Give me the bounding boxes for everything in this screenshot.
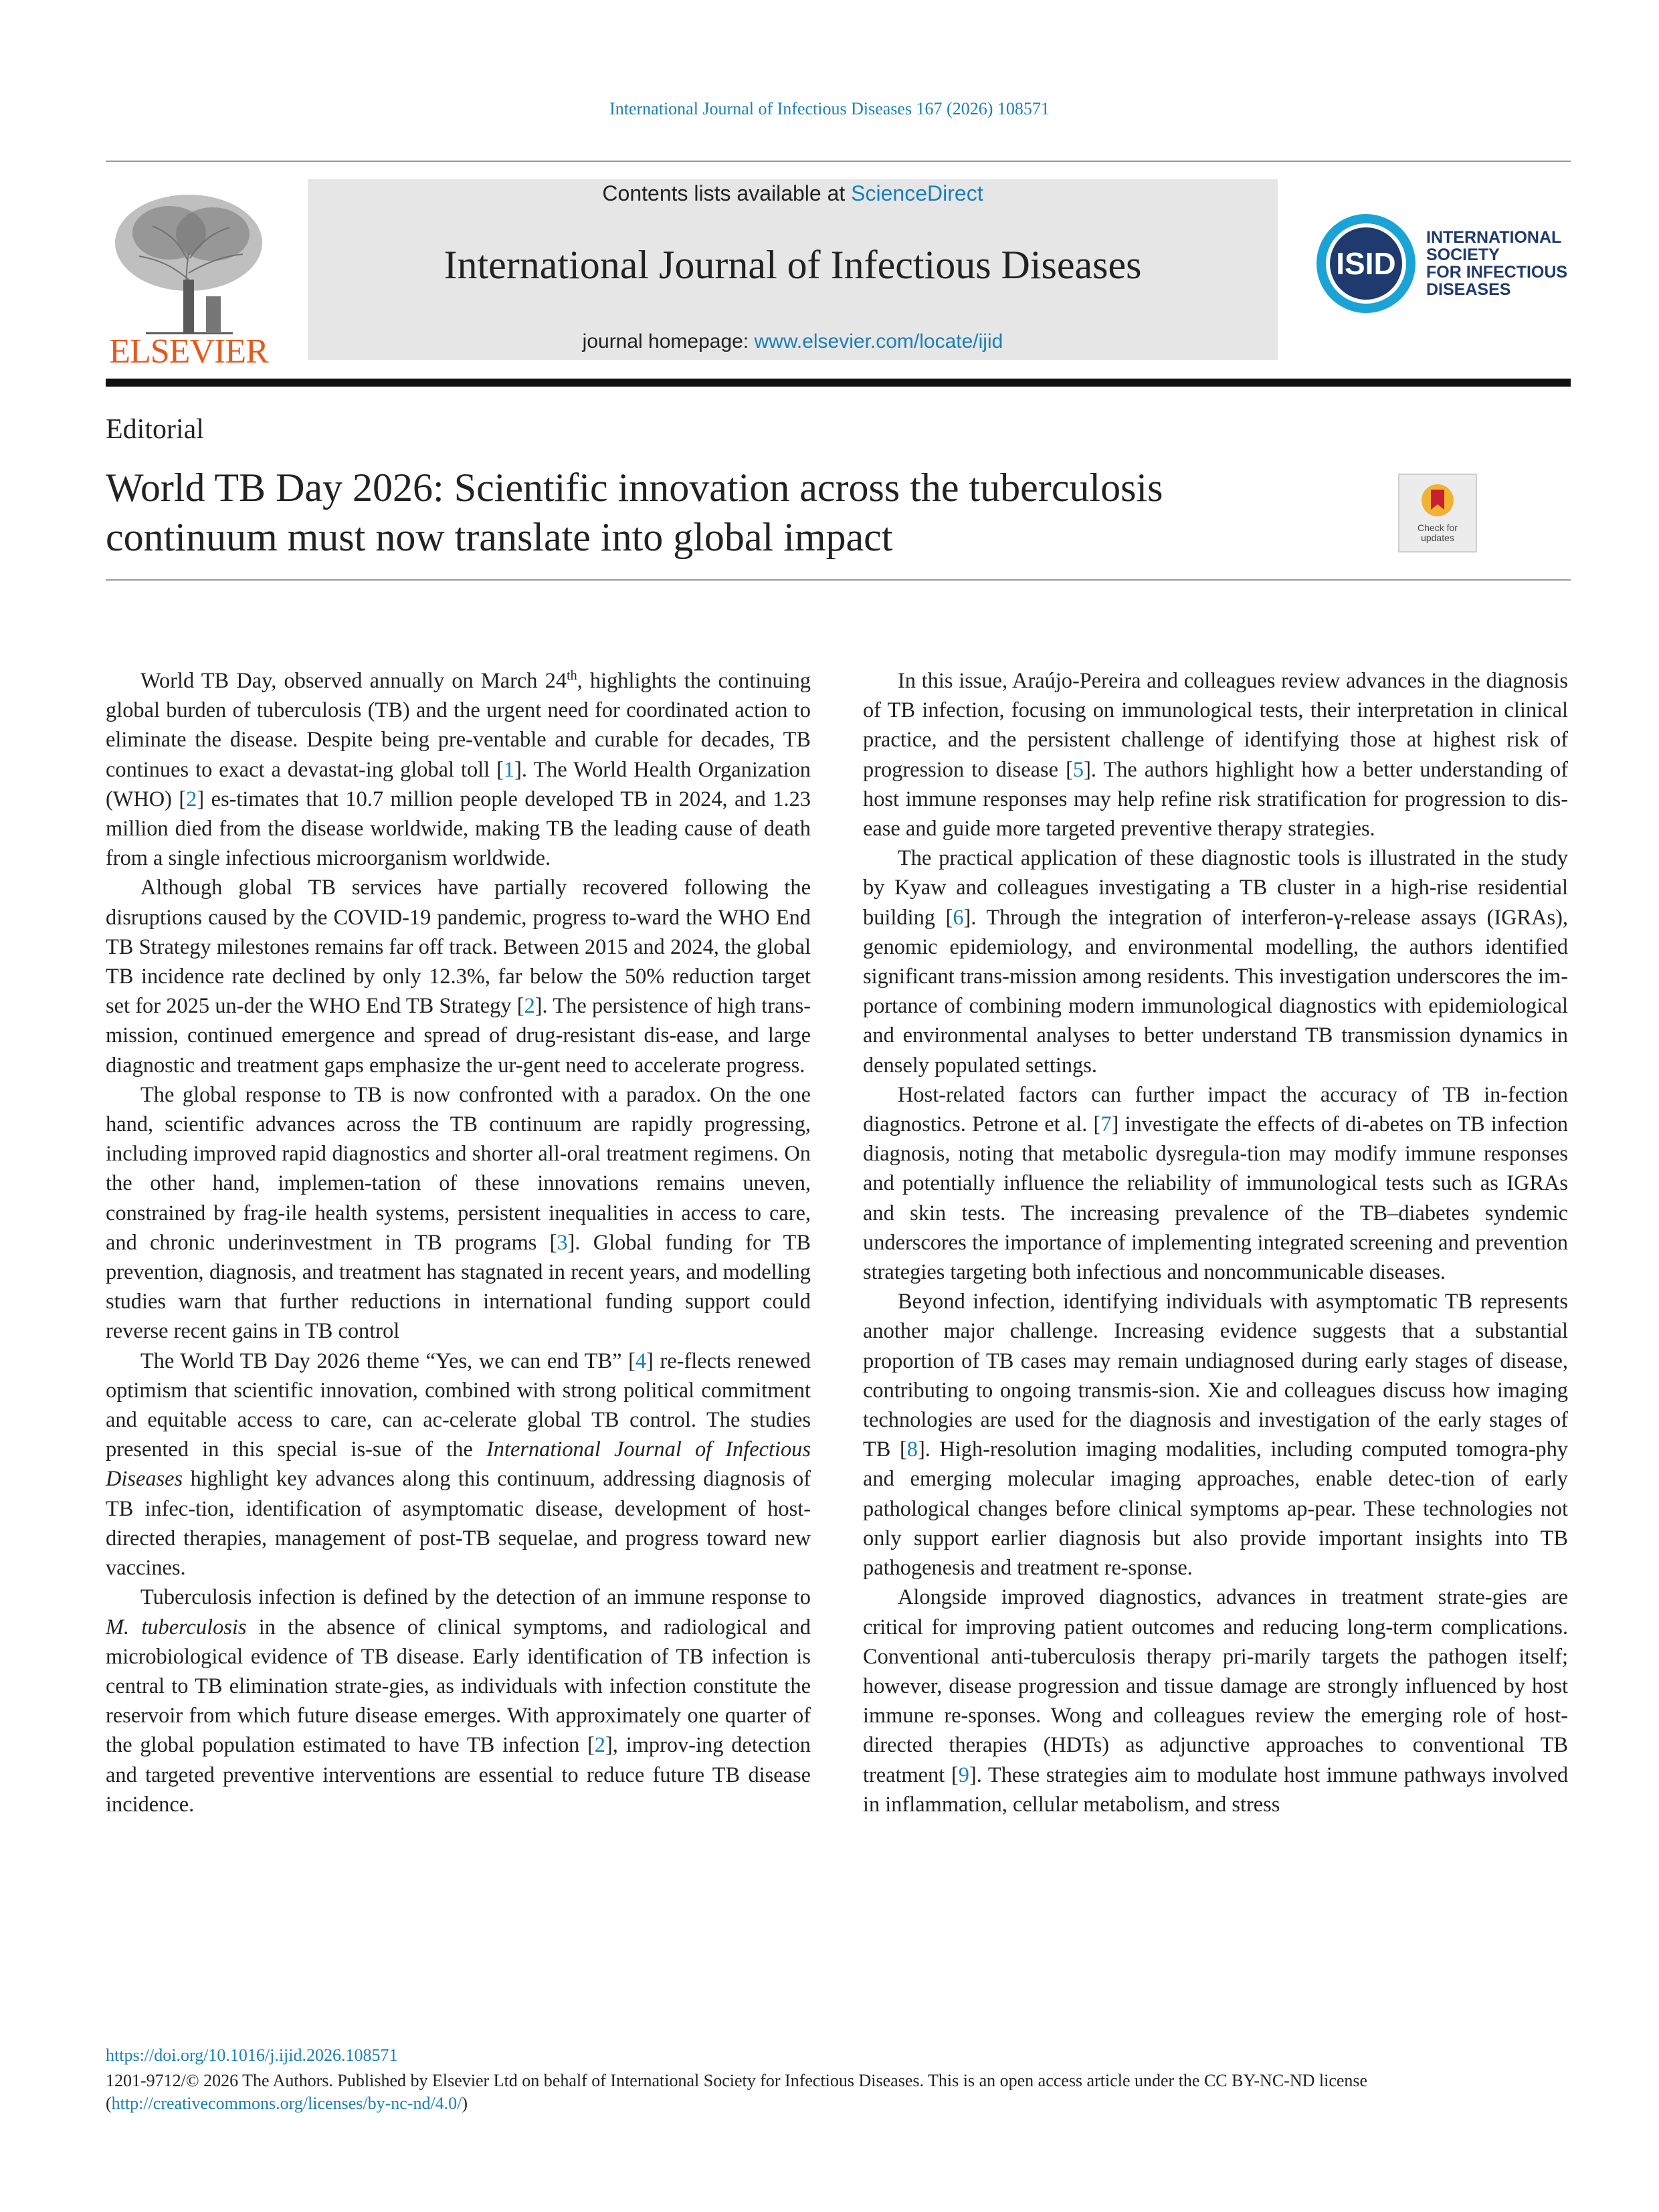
reference-link[interactable]: 2	[524, 994, 535, 1019]
isid-line: FOR INFECTIOUS	[1426, 263, 1568, 282]
homepage-prefix: journal homepage:	[582, 330, 755, 353]
paragraph: In this issue, Araújo-Pereira and colleagues review advances in the diagnosis of TB infection, focusing on immunological tests, their interpretation in clinical practice, and the persistent challenge of identifying those at highest risk of progression to disease [5]. The authors highlight how a better understanding of host immune responses may help refine risk stratification for progression to dis-ease and guide more targeted preventive therapy strategies.	[863, 669, 1568, 841]
paragraph: Although global TB services have partially recovered following the disruptions caused by the COVID-19 pandemic, progress to-ward the WHO End TB Strategy milestones remains far off track. Between 2015 and 2024, the global TB incidence rate declined by only 12.3%, far below the 50% reduction target set for 2025 un-der the WHO End TB Strategy [2]. The persistence of high trans-mission, continued emergence and spread of drug-resistant dis-ease, and large diagnostic and treatment gaps emphasize the ur-gent need to accelerate progress.	[106, 876, 811, 1078]
reference-link[interactable]: 7	[1100, 1112, 1112, 1137]
paragraph: Tuberculosis infection is defined by the detection of an immune response to M. tuberculosis in the absence of clinical symptoms, and radiological and microbiological evidence of TB disease. Early identification of TB infection is central to TB elimination strate-gies, as individuals with infection constitute the reservoir from which future disease emerges. With approximately one quarter of the global population estimated to have TB infection [2], improv-ing detection and targeted preventive interventions are essential to reduce future TB disease incidence.	[106, 1585, 811, 1817]
title-line: World TB Day 2026: Scientific innovation across the tuberculosis	[106, 466, 1163, 510]
journal-name: International Journal of Infectious Diseases	[444, 243, 1142, 287]
paragraph: The World TB Day 2026 theme “Yes, we can end TB” [4] re-flects renewed optimism that scientific innovation, combined with strong political commitment and equitable access to care, can ac-celerate global TB control. The studies presented in this special is-sue of the International Journal of Infectious Diseases highlight key advances along this continuum, addressing diagnosis of TB infec-tion, identification of asymptomatic disease, development of host-directed therapies, management of post-TB sequelae, and progress toward new vaccines.	[106, 1348, 811, 1581]
check-for-updates-label	[1398, 523, 1477, 543]
journal-citation[interactable]: International Journal of Infectious Diseases 167 (2026) 108571	[609, 99, 1050, 118]
bookmark-icon	[1399, 475, 1476, 522]
license-text: 1201-9712/© 2026 The Authors. Published by Elsevier Ltd on behalf of International Society for Infectious Diseases. This is an open access article under the CC BY-NC-ND license (http://creativecommons.org/licenses/by-nc-nd/4.0/)	[106, 2071, 1368, 2113]
isid-society-name	[1426, 229, 1580, 298]
homepage-line	[308, 330, 1278, 353]
article-type: Editorial	[106, 414, 204, 445]
reference-link[interactable]: 2	[594, 1733, 605, 1758]
article-title	[106, 463, 1363, 562]
paragraph: Alongside improved diagnostics, advances in treatment strate-gies are critical for improving patient outcomes and reducing long-term complications. Conventional anti-tuberculosis therapy pri-marily targets the pathogen itself; however, disease progression and tissue damage are strongly influenced by host immune re-sponses. Wong and colleagues review the emerging role of host-directed therapies (HDTs) as adjunctive approaches to conventional TB treatment [9]. These strategies aim to modulate host immune pathways involved in inflammation, cellular metabolism, and stress	[863, 1585, 1569, 1817]
reference-link[interactable]: 8	[906, 1437, 918, 1462]
reference-link[interactable]: 2	[186, 787, 197, 811]
body-column-left	[106, 666, 811, 1819]
title-line: continuum must now translate into global impact	[106, 515, 893, 559]
paragraph: The practical application of these diagnostic tools is illustrated in the study by Kyaw and colleagues investigating a TB cluster in a high-rise residential building [6]. Through the integration of interferon-γ-release assays (IGRAs), genomic epidemiology, and environmental modelling, the authors identified significant trans-mission among residents. This investigation underscores the im-portance of combining modern immunological diagnostics with epidemiological and environmental analyses to better understand TB transmission dynamics in densely populated settings.	[863, 846, 1569, 1078]
isid-logo-icon	[1315, 213, 1417, 314]
paragraph: The global response to TB is now confronted with a paradox. On the one hand, scientific advances across the TB continuum are rapidly progressing, including improved rapid diagnostics and shorter all-oral treatment regimens. On the other hand, implemen-tation of these innovations remains uneven, constrained by frag-ile health systems, persistent inequalities in access to care, and chronic underinvestment in TB programs [3]. Global funding for TB prevention, diagnosis, and treatment has stagnated in recent years, and modelling studies warn that further reductions in international funding support could reverse recent gains in TB control	[106, 1082, 811, 1344]
title-divider	[106, 579, 1571, 581]
contents-line	[308, 179, 1278, 207]
masthead-thick-rule	[106, 379, 1571, 387]
reference-link[interactable]: 3	[557, 1230, 568, 1255]
paragraph: Host-related factors can further impact the accuracy of TB in-fection diagnostics. Petrone et al. [7] investigate the effects of di-abetes on TB infection diagnosis, noting that metabolic dysregula-tion may modify immune responses and potentially influence the reliability of immunological tests such as IGRAs and skin tests. The increasing prevalence of the TB–diabetes syndemic underscores the importance of implementing integrated screening and prevention strategies targeting both infectious and noncommunicable diseases.	[863, 1082, 1568, 1285]
homepage-link[interactable]: www.elsevier.com/locate/ijid	[754, 330, 1003, 353]
check-line: Check for	[1418, 522, 1458, 533]
reference-link[interactable]: 1	[503, 757, 515, 782]
paragraph: Beyond infection, identifying individuals with asymptomatic TB represents another major challenge. Increasing evidence suggests that a substantial proportion of TB cases may remain undiagnosed during early stages of disease, contributing to ongoing transmis-sion. Xie and colleagues discuss how imaging technologies are used for the diagnosis and investigation of the early stages of TB [8]. High-resolution imaging modalities, including computed tomogra-phy and emerging molecular imaging approaches, enable detec-tion of early pathological changes before clinical symptoms ap-pear. These technologies not only support earlier diagnosis but also provide important insights into TB pathogenesis and treatment re-sponse.	[863, 1290, 1569, 1581]
paragraph: World TB Day, observed annually on March 24th, highlights the continuing global burden of tuberculosis (TB) and the urgent need for coordinated action to eliminate the disease. Despite being pre-ventable and curable for decades, TB continues to exact a devastat-ing global toll [1]. The World Health Organization (WHO) [2] es-timates that 10.7 million people developed TB in 2024, and 1.23 million died from the disease worldwide, making TB the leading cause of death from a single infectious microorganism worldwide.	[106, 668, 811, 871]
check-line: updates	[1421, 532, 1454, 543]
contents-prefix: Contents lists available at	[602, 181, 852, 205]
body-column-right	[863, 666, 1568, 1819]
isid-line: INTERNATIONAL	[1426, 228, 1562, 247]
sciencedirect-link[interactable]: ScienceDirect	[851, 181, 983, 205]
reference-link[interactable]: 6	[953, 905, 964, 930]
reference-link[interactable]: 5	[1072, 757, 1084, 782]
reference-link[interactable]: 4	[635, 1348, 647, 1373]
isid-line: DISEASES	[1426, 280, 1511, 299]
doi-link[interactable]: https://doi.org/10.1016/j.ijid.2026.108571	[106, 2045, 398, 2065]
license-link[interactable]: http://creativecommons.org/licenses/by-nc-nd/4.0/	[111, 2094, 462, 2113]
isid-line: SOCIETY	[1426, 245, 1500, 264]
elsevier-wordmark: ELSEVIER	[109, 332, 268, 371]
isid-abbrev: ISID	[1336, 246, 1396, 281]
reference-link[interactable]: 9	[958, 1763, 969, 1787]
header-divider	[106, 161, 1571, 162]
